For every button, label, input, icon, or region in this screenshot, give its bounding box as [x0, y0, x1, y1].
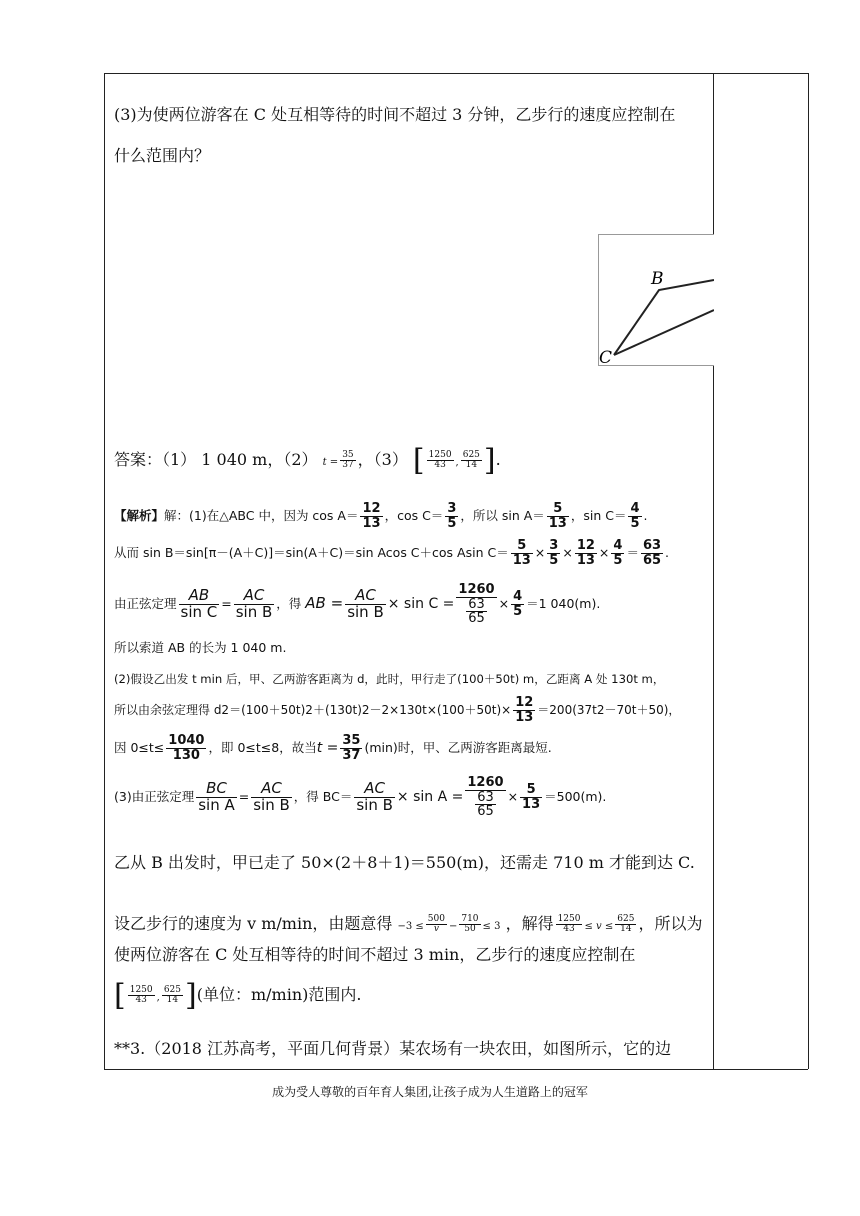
- next-problem: **3.（2018 江苏高考，平面几何背景）某农场有一块农田，如图所示，它的边: [114, 1039, 672, 1058]
- analysis-line4: 所以索道 AB 的长为 1 040 m.: [114, 640, 287, 655]
- triangle-diagram: [599, 235, 714, 365]
- analysis-line5: (2)假设乙出发 t min 后，甲、乙两游客距离为 d，此时，甲行走了(100＋50t) m，乙距离 A 处 130t m，: [114, 672, 665, 686]
- table-left-border: [104, 73, 105, 1069]
- analysis-line1: 【解析】解：(1)在△ABC 中，因为 cos A＝ $\frac{12}{13}$ ，cos C＝ $\frac{3}{5}$ ，所以 sin A＝ $\frac{5}{13}$ ，sin C＝ $\frac{4}{5}$ .: [114, 501, 648, 531]
- analysis-line3: 由正弦定理 $\frac{AB}{\text{sin C}}$ = $\frac{AC}{\text{sin B}}$ ，得 AB = $\frac{AC}{\text{sin B}}$ × sin C = $\frac{1260}{\frac{63}{65}}$ × $\frac{4}{5}$ ＝1 040(m).: [114, 582, 601, 627]
- analysis-line2: 从而 sin B＝sin[π－(A＋C)]＝sin(A＋C)＝sin Acos C＋cos Asin C＝ $\frac{5}{13}$ × $\frac{3}{5}$ × $\frac{12}{13}$ × $\frac{4}{5}$ ＝ $\frac{63}{65}$ .: [114, 538, 670, 568]
- table-column-divider: [713, 73, 714, 1069]
- solution-line1: 乙从 B 出发时，甲已走了 50×(2＋8＋1)＝550(m)，还需走 710 m 才能到达 C.: [114, 853, 695, 872]
- point-b-label: B: [651, 269, 664, 289]
- table-right-border: [808, 73, 809, 1069]
- solution-line4: [ $\frac{1250}{43}$ , $\frac{625}{14}$ ](单位：m/min)范围内.: [114, 977, 362, 1013]
- answer-range-low: $\frac{1250}{43}$: [428, 449, 452, 470]
- solution-line3: 使两位游客在 C 处互相等待的时间不超过 3 min，乙步行的速度应控制在: [114, 945, 636, 964]
- analysis-line8: (3)由正弦定理 $\frac{BC}{\text{sin A}}$ = $\frac{AC}{\text{sin B}}$ ，得 BC＝ $\frac{AC}{\text{sin B}}$ × sin A = $\frac{1260}{\frac{63}{65}}$ × $\frac{5}{13}$ ＝500(m).: [114, 775, 607, 820]
- analysis-tag: 【解析】: [114, 508, 165, 523]
- answer-range-high: $\frac{625}{14}$: [462, 449, 480, 470]
- triangle-figure: [598, 234, 714, 366]
- answer-part3: ，（3）: [357, 450, 408, 469]
- analysis-line7: 因 0≤t≤ $\frac{1040}{130}$ ，即 0≤t≤8，故当t = $\frac{35}{37}$ (min)时，甲、乙两游客距离最短.: [114, 733, 552, 763]
- page-footer: 成为受人尊敬的百年育人集团,让孩子成为人生道路上的冠军: [272, 1085, 588, 1099]
- answer-t-fraction: $\frac{35}{37}$: [342, 449, 354, 470]
- point-c-label: C: [599, 348, 613, 365]
- question-3-line1: (3)为使两位游客在 C 处互相等待的时间不超过 3 分钟，乙步行的速度应控制在: [114, 105, 676, 124]
- answer-prefix: 答案：（1） 1 040 m，（2）: [114, 450, 318, 469]
- solution-line2: 设乙步行的速度为 v m/min，由题意得 −3 ≤ $\frac{500}{v}$ − $\frac{710}{50}$ ≤ 3 ，解得 $\frac{1250}{43}$ ≤ v ≤ $\frac{625}{14}$ ，所以为: [114, 913, 703, 934]
- question-3-line2: 什么范围内？: [114, 146, 211, 165]
- answer-line: 答案：（1） 1 040 m，（2） t = $\frac{35}{37}$ ，（3） [ $\frac{1250}{43}$ , $\frac{625}{14}$ ].: [114, 442, 501, 478]
- answer-t-var: t =: [322, 457, 339, 468]
- analysis-line6: 所以由余弦定理得 d2＝(100＋50t)2＋(130t)2－2×130t×(100＋50t)× $\frac{12}{13}$ ＝200(37t2－70t＋50)，: [114, 695, 681, 725]
